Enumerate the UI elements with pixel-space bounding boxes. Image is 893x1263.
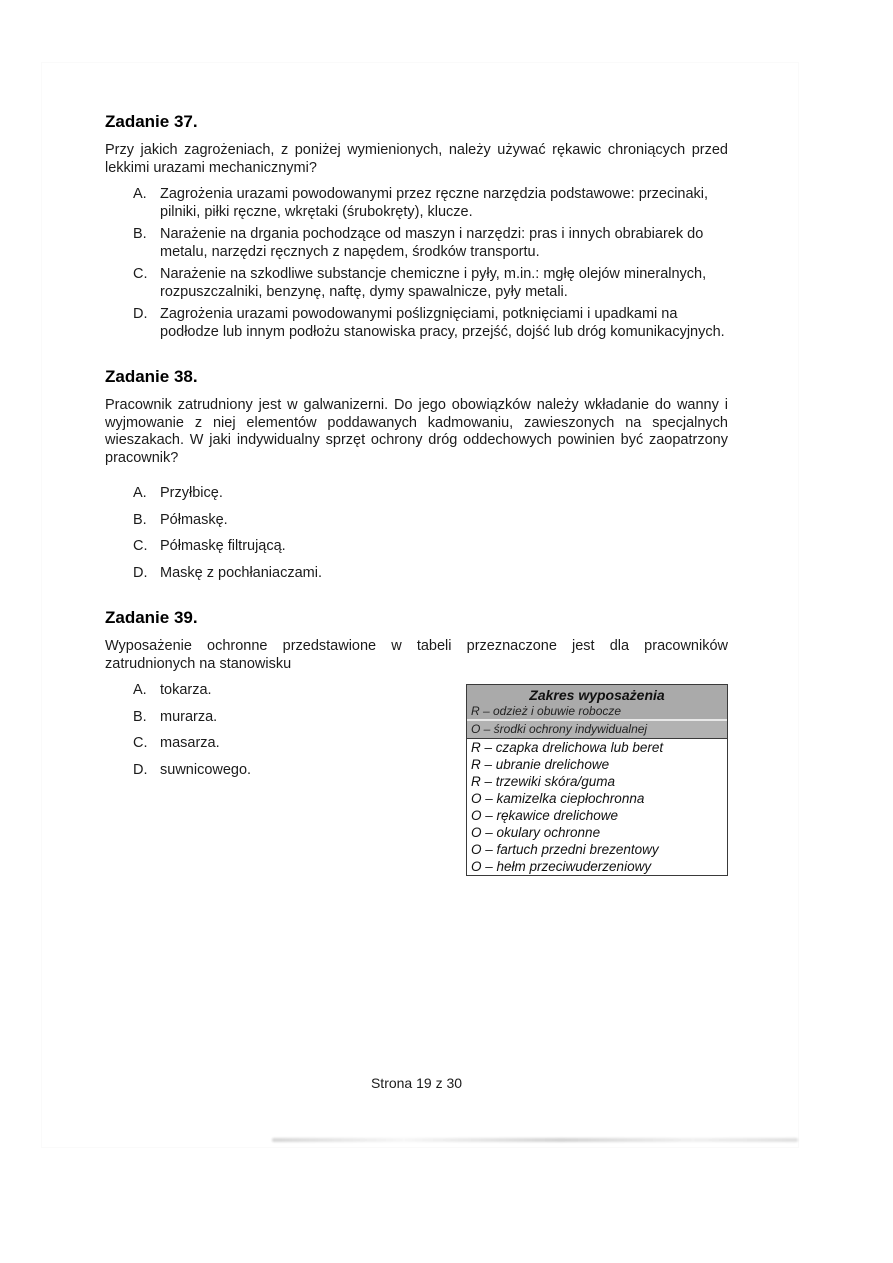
option-letter: A. xyxy=(133,485,147,501)
option-letter: D. xyxy=(133,564,148,581)
option-text: Narażenie na szkodliwe substancje chemiczne i pyły, m.in.: mgłę olejów mineralnych, rozpuszczalniki, benzynę, naftę, dymy spawalnicze, pyły metali. xyxy=(160,266,707,300)
equipment-table-title: Zakres wyposażenia xyxy=(529,687,665,703)
option-text: murarza. xyxy=(160,708,218,725)
equipment-table xyxy=(466,684,728,876)
task-37-option-b xyxy=(133,226,728,261)
task-37-option-d xyxy=(133,306,728,341)
task-37-question: Przy jakich zagrożeniach, z poniżej wymienionych, należy używać rękawic chroniących przed lekkimi urazami mechanicznymi? xyxy=(105,142,728,176)
task-39 xyxy=(105,608,728,876)
option-letter: D. xyxy=(133,761,148,778)
task-38-option-c xyxy=(133,538,728,556)
table-row: O – kamizelka ciepłochronna xyxy=(471,791,645,806)
option-text: Zagrożenia urazami powodowanymi poślizgnięciami, potknięciami i upadkami na podłodze lub innym podłożu stanowiska pracy, przejść, dojść lub dróg komunikacyjnych. xyxy=(160,306,725,340)
option-letter: C. xyxy=(133,538,148,554)
option-letter: C. xyxy=(133,735,148,751)
task-38-option-d xyxy=(133,565,728,583)
task-39-option-d xyxy=(133,762,466,780)
scan-artifact xyxy=(272,1138,798,1142)
task-37-option-c xyxy=(133,266,728,301)
task-39-option-c xyxy=(133,735,466,753)
task-39-option-a xyxy=(133,682,466,700)
task-38-option-b xyxy=(133,512,728,530)
option-text: Maskę z pochłaniaczami. xyxy=(160,564,322,581)
option-letter: B. xyxy=(133,708,147,725)
task-38-option-a xyxy=(133,485,728,503)
table-row: O – hełm przeciwuderzeniowy xyxy=(471,859,652,874)
table-row: O – okulary ochronne xyxy=(471,825,601,840)
task-38-options xyxy=(133,485,728,582)
table-row: R – trzewiki skóra/guma xyxy=(471,774,616,789)
option-text: Półmaskę. xyxy=(160,511,228,528)
task-38-question: Pracownik zatrudniony jest w galwanizerni. Do jego obowiązków należy wkładanie do wanny i wyjmowanie z niej elementów poddawanych kadmowaniu, zawieszonych na specjalnych wieszakach. W jaki indywidualny sprzęt ochrony dróg oddechowych powinien być zaopatrzony pracownik? xyxy=(105,397,728,466)
task-37 xyxy=(105,112,728,341)
page-number: Strona 19 z 30 xyxy=(370,1075,463,1091)
option-letter: A. xyxy=(133,186,147,202)
equipment-table-header xyxy=(467,685,727,739)
task-37-options xyxy=(133,186,728,341)
task-37-option-a xyxy=(133,186,728,221)
option-letter: B. xyxy=(133,226,147,242)
task-37-title: Zadanie 37. xyxy=(105,112,198,131)
task-38-title: Zadanie 38. xyxy=(105,367,198,386)
option-letter: A. xyxy=(133,682,147,698)
task-39-option-b xyxy=(133,709,466,727)
task-39-options xyxy=(133,682,466,779)
option-text: tokarza. xyxy=(160,682,212,698)
equipment-table-legend-o: O – środki ochrony indywidualnej xyxy=(467,719,727,738)
task-39-body xyxy=(105,682,728,876)
option-text: Półmaskę filtrującą. xyxy=(160,538,286,554)
table-row: O – rękawice drelichowe xyxy=(471,808,619,823)
table-row: O – fartuch przedni brezentowy xyxy=(471,842,659,857)
option-letter: D. xyxy=(133,306,148,322)
task-38 xyxy=(105,367,728,582)
task-39-title: Zadanie 39. xyxy=(105,608,198,627)
task-39-question: Wyposażenie ochronne przedstawione w tabeli przeznaczone jest dla pracowników zatrudnionych na stanowisku xyxy=(105,638,728,672)
option-text: masarza. xyxy=(160,735,220,751)
option-letter: C. xyxy=(133,266,148,282)
table-row: R – czapka drelichowa lub beret xyxy=(471,740,664,755)
option-text: Narażenie na drgania pochodzące od maszyn i narzędzi: pras i innych obrabiarek do metalu, narzędzi ręcznych z napędem, środków transportu. xyxy=(160,226,704,260)
page-content xyxy=(105,112,728,902)
option-text: suwnicowego. xyxy=(160,761,252,778)
option-letter: B. xyxy=(133,511,147,528)
option-text: Zagrożenia urazami powodowanymi przez ręczne narzędzia podstawowe: przecinaki, pilniki, piłki ręczne, wkrętaki (śrubokręty), klucze. xyxy=(160,186,709,220)
option-text: Przyłbicę. xyxy=(160,485,223,501)
equipment-table-legend-r: R – odzież i obuwie robocze xyxy=(471,704,622,718)
table-row: R – ubranie drelichowe xyxy=(471,757,610,772)
task-39-options-column xyxy=(105,682,466,788)
